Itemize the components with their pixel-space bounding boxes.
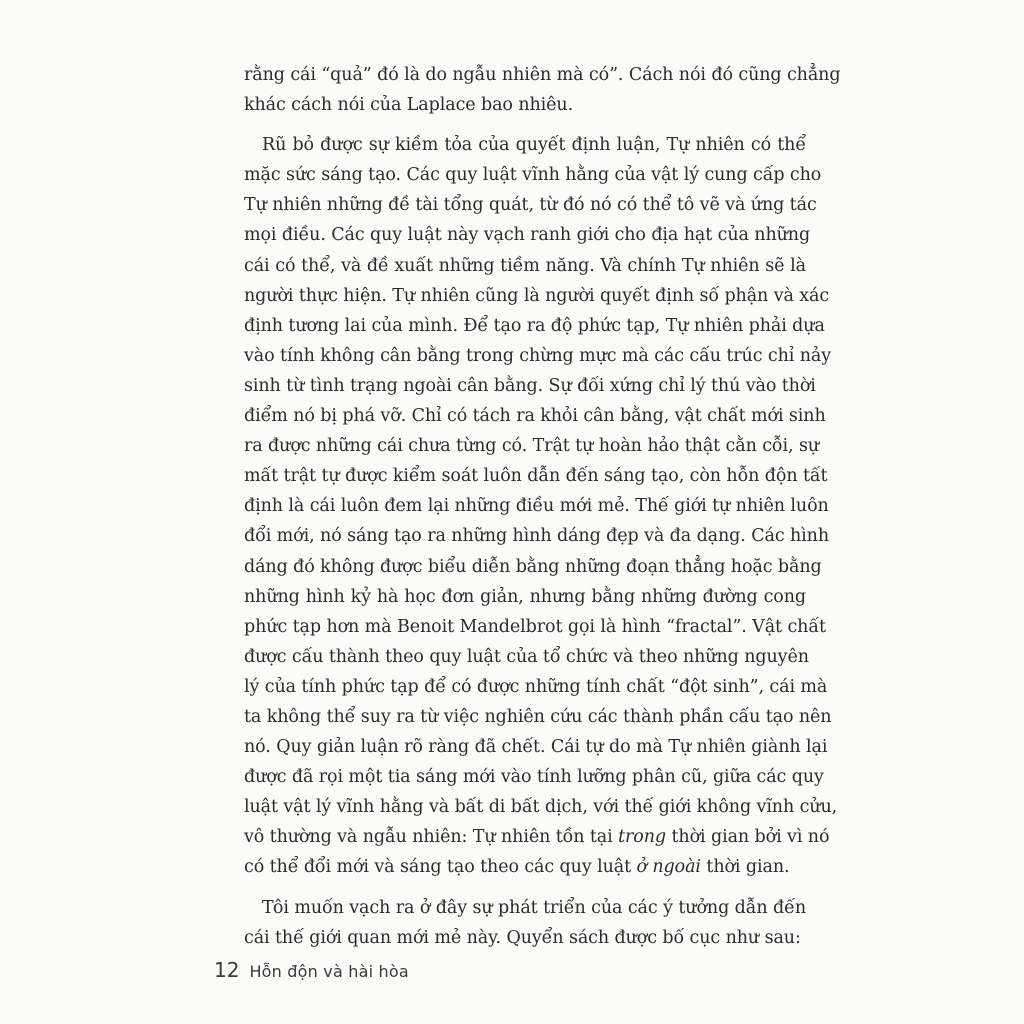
text-run: có thể đổi mới và sáng tạo theo các quy luật	[244, 857, 637, 878]
text-line: người thực hiện. Tự nhiên cũng là người quyết định số phận và xác	[244, 285, 830, 306]
italic-text: ở ngoài	[636, 857, 701, 878]
text-line: luật vật lý vĩnh hằng và bất di bất dịch, với thế giới không vĩnh cửu,	[244, 797, 838, 818]
text-run: thời gian.	[700, 857, 790, 878]
paragraph-2	[244, 130, 838, 882]
text-line: khác cách nói của Laplace bao nhiêu.	[244, 95, 574, 116]
text-line: đổi mới, nó sáng tạo ra những hình dáng đẹp và đa dạng. Các hình	[244, 526, 829, 547]
paragraph-1	[244, 60, 841, 120]
text-run: thời gian bởi vì nó	[666, 827, 830, 848]
text-line: lý của tính phức tạp để có được những tính chất “đột sinh”, cái mà	[244, 676, 828, 697]
text-line: sinh từ tình trạng ngoài cân bằng. Sự đối xứng chỉ lý thú vào thời	[244, 375, 816, 396]
text-line: cái có thể, và đề xuất những tiềm năng. Và chính Tự nhiên sẽ là	[244, 255, 806, 276]
text-line: những hình kỷ hà học đơn giản, nhưng bằng những đường cong	[244, 586, 806, 607]
text-line: dáng đó không được biểu diễn bằng những đoạn thẳng hoặc bằng	[244, 556, 822, 577]
text-line	[244, 852, 806, 882]
text-line: được cấu thành theo quy luật của tổ chức và theo những nguyên	[244, 646, 809, 667]
text-line: ra được những cái chưa từng có. Trật tự hoàn hảo thật cằn cỗi, sự	[244, 436, 819, 457]
page-number: 12	[214, 958, 240, 982]
text-line: vào tính không cân bằng trong chừng mực mà các cấu trúc chỉ nảy	[244, 345, 832, 366]
text-line: cái thế giới quan mới mẻ này. Quyển sách được bố cục như sau:	[244, 927, 801, 948]
text-line: Tự nhiên những đề tài tổng quát, từ đó nó có thể tô vẽ và ứng tác	[244, 195, 817, 216]
page-footer	[214, 958, 409, 982]
text-line: mọi điều. Các quy luật này vạch ranh giới cho địa hạt của những	[244, 225, 811, 246]
text-line: ta không thể suy ra từ việc nghiên cứu các thành phần cấu tạo nên	[244, 706, 832, 727]
text-line: định là cái luôn đem lại những điều mới mẻ. Thế giới tự nhiên luôn	[244, 496, 829, 517]
text-line: Tôi muốn vạch ra ở đây sự phát triển của các ý tưởng dẫn đến	[262, 897, 806, 918]
text-line: định tương lai của mình. Để tạo ra độ phức tạp, Tự nhiên phải dựa	[244, 315, 825, 336]
text-line: điểm nó bị phá vỡ. Chỉ có tách ra khỏi cân bằng, vật chất mới sinh	[244, 406, 826, 427]
paragraph-3	[244, 893, 806, 953]
text-line: Rũ bỏ được sự kiềm tỏa của quyết định luận, Tự nhiên có thể	[262, 135, 806, 156]
text-line: rằng cái “quả” đó là do ngẫu nhiên mà có”. Cách nói đó cũng chẳng	[244, 65, 841, 85]
text-line	[244, 822, 830, 852]
text-line: mặc sức sáng tạo. Các quy luật vĩnh hằng của vật lý cung cấp cho	[244, 165, 822, 186]
text-line: phức tạp hơn mà Benoit Mandelbrot gọi là hình “fractal”. Vật chất	[244, 616, 826, 637]
running-head: Hỗn độn và hài hòa	[249, 962, 409, 981]
body-text	[244, 60, 841, 953]
text-run: vô thường và ngẫu nhiên: Tự nhiên tồn tại	[244, 827, 619, 848]
text-line: mất trật tự được kiểm soát luôn dẫn đến sáng tạo, còn hỗn độn tất	[244, 466, 828, 487]
italic-text: trong	[618, 827, 667, 848]
text-line: được đã rọi một tia sáng mới vào tính lưỡng phân cũ, giữa các quy	[244, 767, 824, 788]
text-line: nó. Quy giản luận rõ ràng đã chết. Cái tự do mà Tự nhiên giành lại	[244, 737, 828, 758]
